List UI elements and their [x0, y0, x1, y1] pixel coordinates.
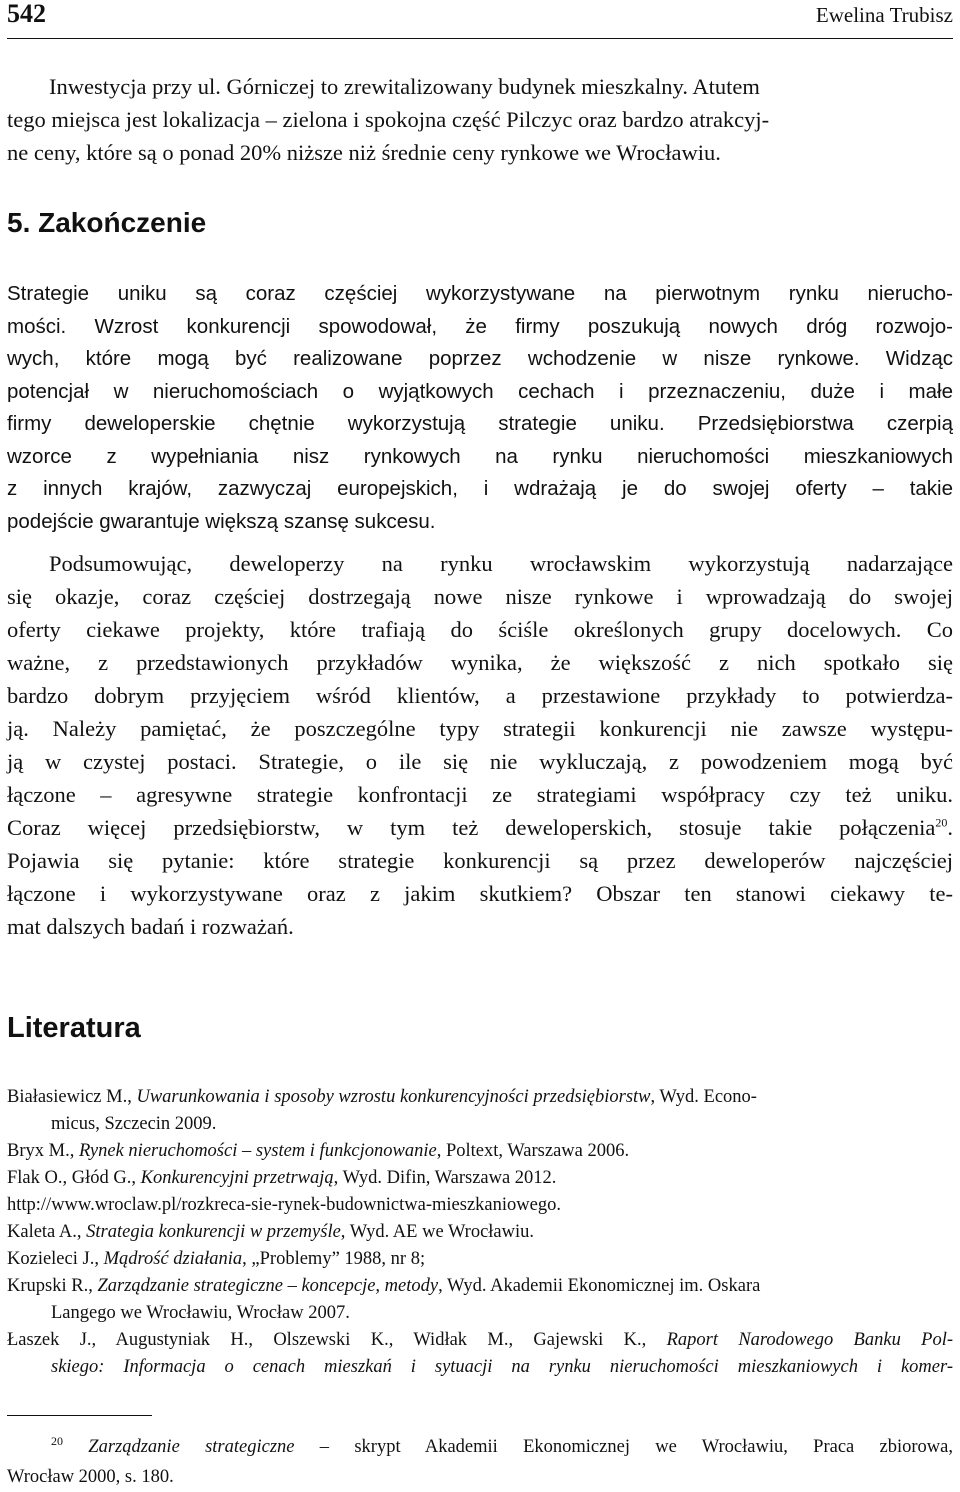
footnote-line: Wrocław 2000, s. 180.	[7, 1467, 174, 1487]
entry-author: Krupski R.,	[7, 1276, 98, 1296]
bibliography-entry-url[interactable]: http://www.wroclaw.pl/rozkreca-sie-rynek-budownictwa-mieszkaniowego.	[7, 1195, 561, 1215]
entry-author: Kaleta A.,	[7, 1222, 87, 1242]
entry-title: Strategia konkurencji w przemyśle	[86, 1222, 341, 1242]
text-line: z innych krajów, zazwyczaj europejskich, i wdrażają je do swojej oferty – takie	[7, 477, 953, 500]
page-header	[7, 0, 953, 39]
conclusion-paragraph-2	[7, 547, 953, 943]
footnote-number: 20	[51, 1433, 63, 1448]
entry-title: Konkurencyjni przetrwają	[140, 1168, 334, 1188]
text-line: Strategie uniku są coraz częściej wykorzystywane na pierwotnym rynku nierucho-	[7, 282, 953, 305]
bibliography-entry	[7, 1138, 953, 1165]
bibliography-entry	[7, 1165, 953, 1192]
footnote-reference[interactable]: 20	[935, 815, 948, 830]
entry-continuation: Langego we Wrocławiu, Wrocław 2007.	[51, 1303, 350, 1323]
text-line: firmy deweloperskie chętnie wykorzystują strategie uniku. Przedsiębiorstwa czerpią	[7, 412, 953, 435]
text-line: ją. Należy pamiętać, że poszczególne typy strategii konkurencji nie zawsze występu-	[7, 716, 953, 741]
entry-continuation	[7, 1354, 953, 1381]
text-line: mości. Wzrost konkurencji spowodował, że firmy poszukują nowych dróg rozwojo-	[7, 314, 953, 338]
entry-title-continuation: skiego: Informacja o cenach mieszkań i sytuacji na rynku nieruchomości mieszkaniowych i komer-	[51, 1357, 953, 1377]
text-line: łączone – agresywne strategie konfrontacji ze strategiami współpracy czy też uniku.	[7, 782, 953, 807]
bibliography-entry	[7, 1219, 953, 1246]
bibliography-entry	[7, 1327, 953, 1354]
bibliography-entry	[7, 1246, 953, 1273]
text-line: Pojawia się pytanie: które strategie konkurencji są przez deweloperów najczęściej	[7, 848, 953, 873]
entry-author: Flak O., Głód G.,	[7, 1168, 141, 1188]
text-line: się okazje, coraz częściej dostrzegają nowe nisze rynkowe i wprowadzają do swojej	[7, 584, 953, 609]
entry-publisher: , Poltext, Warszawa 2006.	[436, 1141, 630, 1161]
entry-title: Rynek nieruchomości – system i funkcjonowanie	[78, 1141, 437, 1161]
text-line: łączone i wykorzystywane oraz z jakim skutkiem? Obszar ten stanowi ciekawy te-	[7, 881, 953, 906]
footnote	[7, 1432, 953, 1492]
bibliography-entry	[7, 1273, 953, 1300]
text-line-segment: Coraz więcej przedsiębiorstw, w tym też deweloperskich, stosuje takie połączenia	[7, 815, 936, 840]
literature-heading: Literatura	[7, 1012, 141, 1044]
text-line: Podsumowując, deweloperzy na rynku wrocławskim wykorzystują nadarzające	[49, 551, 953, 576]
text-line: potencjał w nieruchomościach o wyjątkowych cechach i przeznaczeniu, duże i małe	[7, 379, 953, 403]
entry-title: Uwarunkowania i sposoby wzrostu konkurencyjności przedsiębiorstw	[136, 1087, 651, 1107]
entry-continuation: micus, Szczecin 2009.	[51, 1114, 217, 1134]
text-line: podejście gwarantuje większą szansę sukcesu.	[7, 509, 436, 533]
entry-title: Mądrość działania	[103, 1249, 243, 1269]
bibliography-entry	[7, 1084, 953, 1111]
entry-publisher: , „Problemy” 1988, nr 8;	[242, 1249, 426, 1269]
entry-author: Łaszek J., Augustyniak H., Olszewski K., Widłak M., Gajewski K.,	[7, 1330, 667, 1350]
text-line: Inwestycja przy ul. Górniczej to zrewitalizowany budynek mieszkalny. Atutem	[49, 74, 760, 99]
entry-title: Zarządzanie strategiczne – koncepcje, metody	[97, 1276, 439, 1296]
text-line: ważne, z przedstawionych przykładów wynika, że większość z nich spotkało się	[7, 650, 953, 675]
entry-author: Kozieleci J.,	[7, 1249, 104, 1269]
text-line: bardzo dobrym przyjęciem wśród klientów, a przestawione przykłady to potwierdza-	[7, 683, 953, 708]
conclusion-paragraph-1	[7, 278, 953, 538]
text-line: ją w czystej postaci. Strategie, o ile się nie wykluczają, z powodzeniem mogą być	[7, 749, 953, 774]
text-line: ne ceny, które są o ponad 20% niższe niż średnie ceny rynkowe we Wrocławiu.	[7, 140, 721, 165]
entry-title: Raport Narodowego Banku Pol-	[666, 1330, 954, 1350]
text-line: tego miejsca jest lokalizacja – zielona i spokojna część Pilczyc oraz bardzo atrakcyj-	[7, 107, 770, 132]
page-number: 542	[7, 0, 46, 28]
footnote-line	[7, 1432, 953, 1462]
text-line: oferty ciekawe projekty, które trafiają do ściśle określonych grupy docelowych. Co	[7, 617, 953, 642]
footnote-text: – skrypt Akademii Ekonomicznej we Wrocławiu, Praca zbiorowa,	[294, 1437, 953, 1457]
section-heading: 5. Zakończenie	[7, 207, 207, 238]
footnote-separator	[7, 1415, 152, 1416]
entry-author: Bryx M.,	[7, 1141, 79, 1161]
text-line: mat dalszych badań i rozważań.	[7, 914, 294, 939]
entry-publisher: , Wyd. AE we Wrocławiu.	[340, 1222, 535, 1242]
entry-publisher: , Wyd. Difin, Warszawa 2012.	[333, 1168, 557, 1188]
entry-author: Białasiewicz M.,	[7, 1087, 137, 1107]
entry-publisher: , Wyd. Akademii Ekonomicznej im. Oskara	[438, 1276, 761, 1296]
entry-publisher: , Wyd. Econo-	[650, 1087, 757, 1107]
text-line: wzorce z wypełniania nisz rynkowych na rynku nieruchomości mieszkaniowych	[7, 444, 953, 468]
footnote-title: Zarządzanie strategiczne	[88, 1437, 295, 1457]
running-head-author: Ewelina Trubisz	[815, 3, 953, 27]
bibliography-list	[7, 1084, 953, 1381]
text-line: Coraz więcej przedsiębiorstw, w tym też deweloperskich, stosuje takie połączenia$^{20}$.	[7, 815, 953, 840]
text-line: wych, które mogą być realizowane poprzez wchodzenie w nisze rynkowe. Widząc	[7, 347, 953, 370]
intro-paragraph	[7, 70, 953, 169]
